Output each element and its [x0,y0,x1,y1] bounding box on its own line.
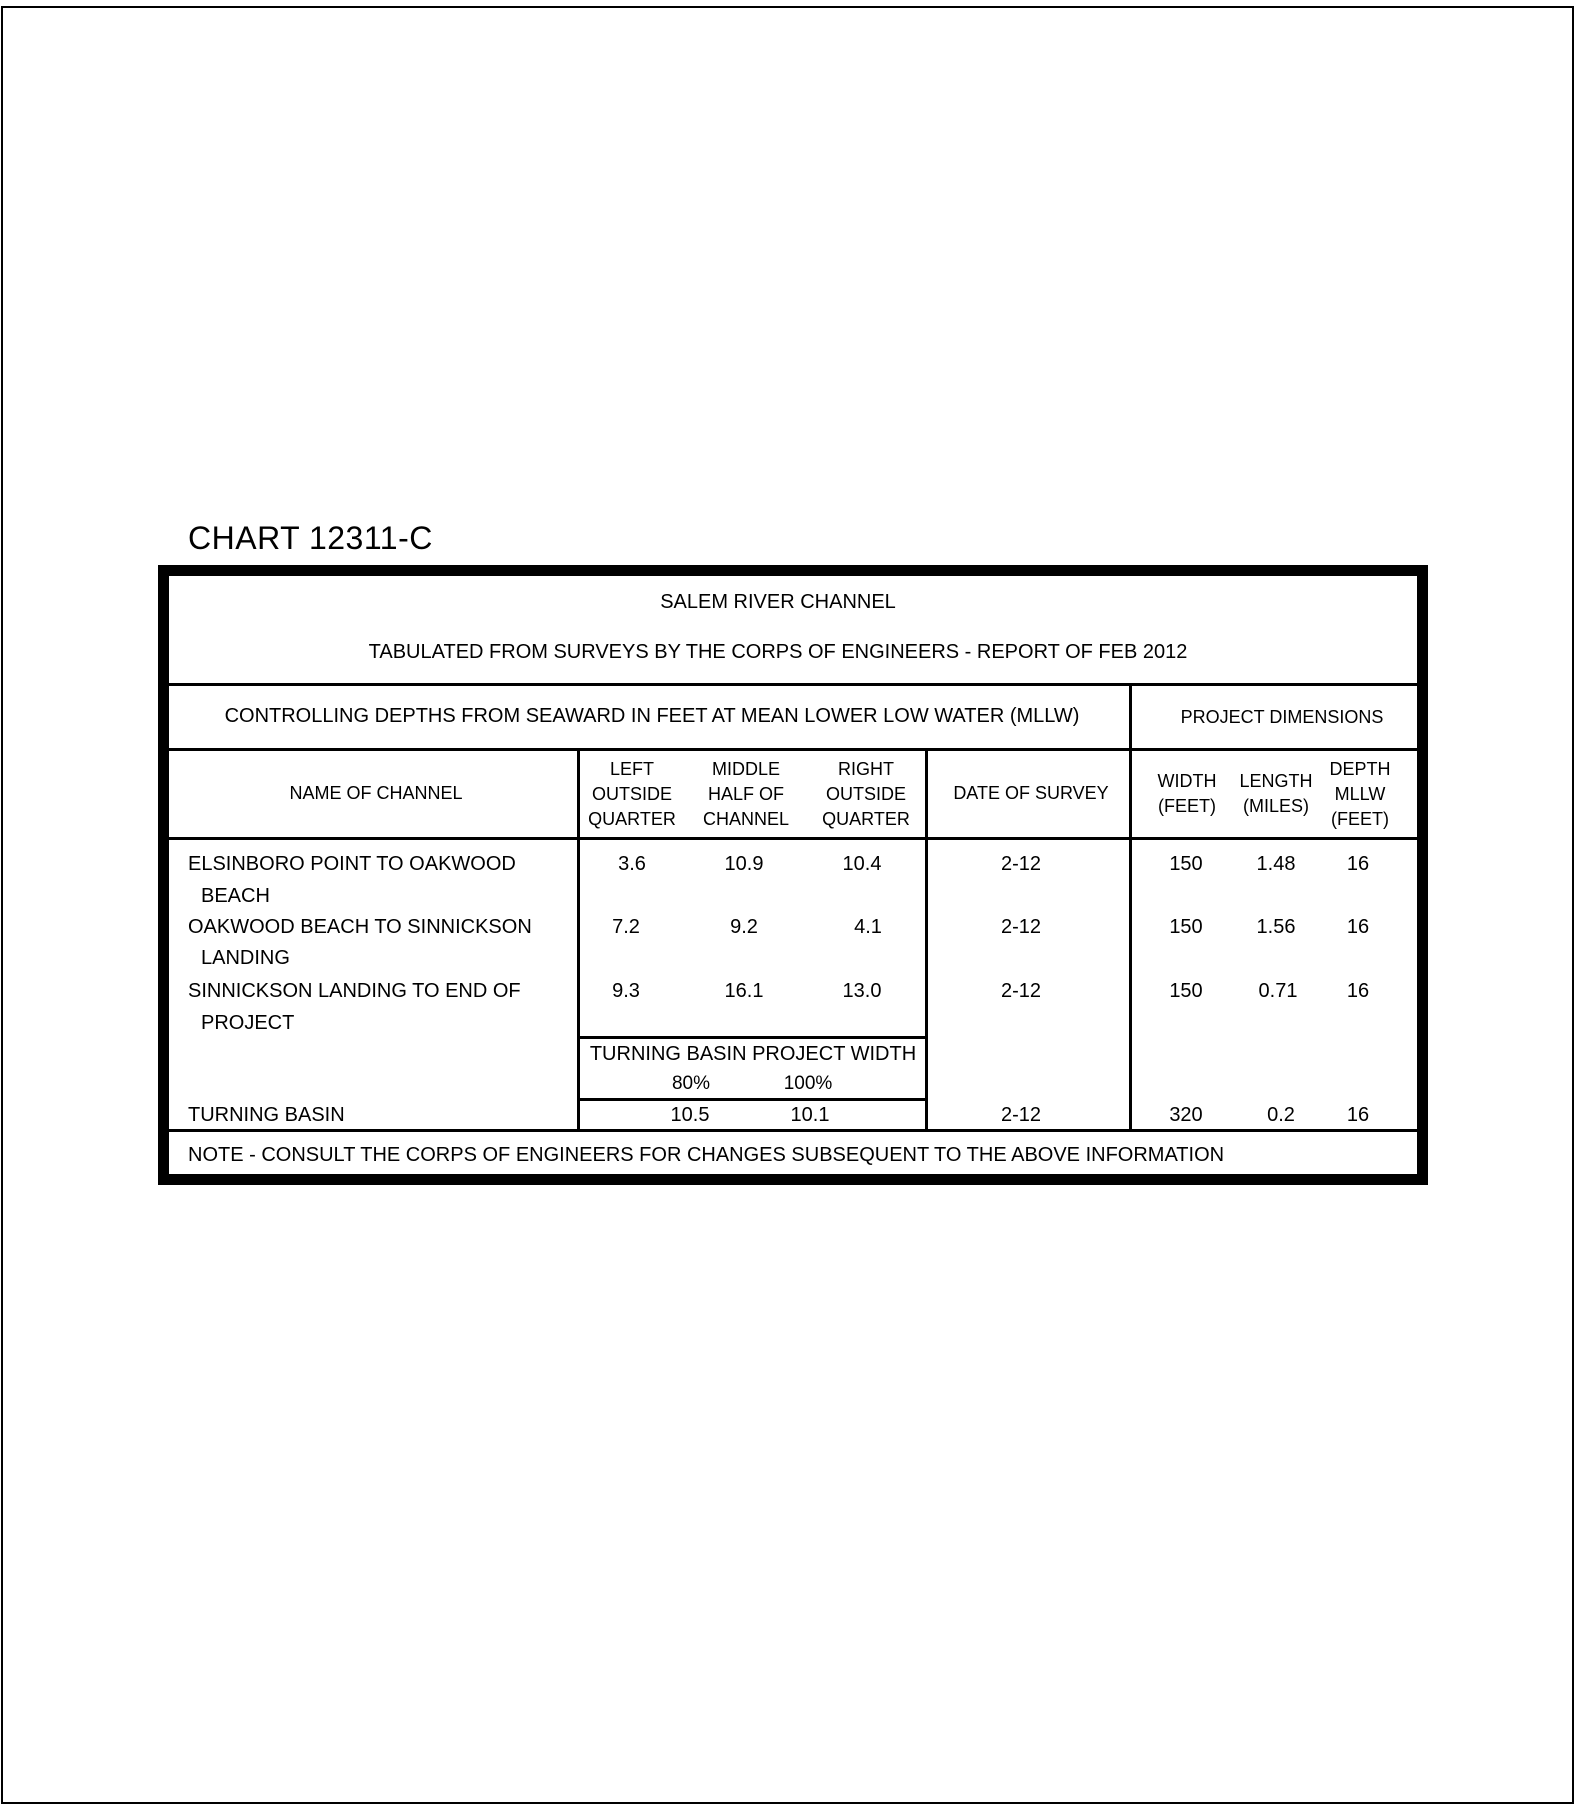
column-header-width: WIDTH (FEET) [1157,771,1217,816]
rule-after-name-column [577,750,580,1131]
rule-above-turning-basin-header [577,1036,927,1039]
rule-below-title [169,683,1417,686]
rule-below-section-headers [169,748,1417,751]
rule-below-turning-basin-header [577,1098,927,1101]
column-header-middle-half: MIDDLE HALF OF CHANNEL [702,759,790,829]
column-header-length: LENGTH (MILES) [1239,771,1313,816]
rule-before-project-dimensions [1129,685,1132,1131]
left-depth: 7.2 [612,916,640,938]
left-depth: 3.6 [618,853,646,875]
project-depth: 16 [1346,916,1370,938]
controlling-depths-header: CONTROLLING DEPTHS FROM SEAWARD IN FEET AT MEAN LOWER LOW WATER (MLLW) [224,705,1080,727]
project-length: 1.56 [1256,916,1296,938]
middle-depth: 10.9 [724,853,764,875]
survey-date: 2-12 [1000,853,1042,875]
channel-name: SINNICKSON LANDING TO END OF [188,980,521,1002]
column-header-name: NAME OF CHANNEL [289,783,463,803]
channel-name-continued: PROJECT [201,1012,295,1034]
project-depth: 16 [1346,1104,1370,1126]
turning-basin-100-pct: 100% [783,1073,833,1094]
middle-depth: 16.1 [724,980,764,1002]
middle-depth: 9.2 [730,916,758,938]
channel-name-continued: BEACH [201,885,270,907]
right-depth: 4.1 [854,916,882,938]
rule-after-depth-columns [925,750,928,1131]
turning-basin-80-value: 10.5 [670,1104,710,1126]
survey-date: 2-12 [1000,980,1042,1002]
column-header-left-outside-quarter: LEFT OUTSIDE QUARTER [588,759,676,829]
table-subtitle: TABULATED FROM SURVEYS BY THE CORPS OF ENGINEERS - REPORT OF FEB 2012 [368,641,1188,663]
right-depth: 10.4 [842,853,882,875]
table-title: SALEM RIVER CHANNEL [660,591,896,613]
table-note: NOTE - CONSULT THE CORPS OF ENGINEERS FOR CHANGES SUBSEQUENT TO THE ABOVE INFORMATION [188,1144,1225,1166]
column-header-right-outside-quarter: RIGHT OUTSIDE QUARTER [822,759,910,829]
survey-date: 2-12 [1000,1104,1042,1126]
project-width: 150 [1169,853,1203,875]
project-length: 1.48 [1256,853,1296,875]
turning-basin-width-header: TURNING BASIN PROJECT WIDTH [589,1043,917,1065]
column-header-date: DATE OF SURVEY [953,783,1109,803]
rule-below-column-headers [169,837,1417,840]
project-dimensions-header: PROJECT DIMENSIONS [1180,707,1384,727]
project-width: 150 [1169,916,1203,938]
rule-above-note [169,1129,1417,1132]
column-header-depth: DEPTH MLLW (FEET) [1329,759,1391,829]
channel-name: OAKWOOD BEACH TO SINNICKSON [188,916,532,938]
turning-basin-80-pct: 80% [671,1073,711,1094]
project-depth: 16 [1346,980,1370,1002]
survey-date: 2-12 [1000,916,1042,938]
turning-basin-100-value: 10.1 [790,1104,830,1126]
project-width: 320 [1169,1104,1203,1126]
chart-title: CHART 12311-C [188,520,433,556]
left-depth: 9.3 [612,980,640,1002]
channel-name: TURNING BASIN [188,1104,345,1126]
project-width: 150 [1169,980,1203,1002]
channel-name: ELSINBORO POINT TO OAKWOOD [188,853,516,875]
channel-name-continued: LANDING [201,947,290,969]
project-length: 0.71 [1258,980,1298,1002]
project-length: 0.2 [1267,1104,1295,1126]
right-depth: 13.0 [842,980,882,1002]
project-depth: 16 [1346,853,1370,875]
